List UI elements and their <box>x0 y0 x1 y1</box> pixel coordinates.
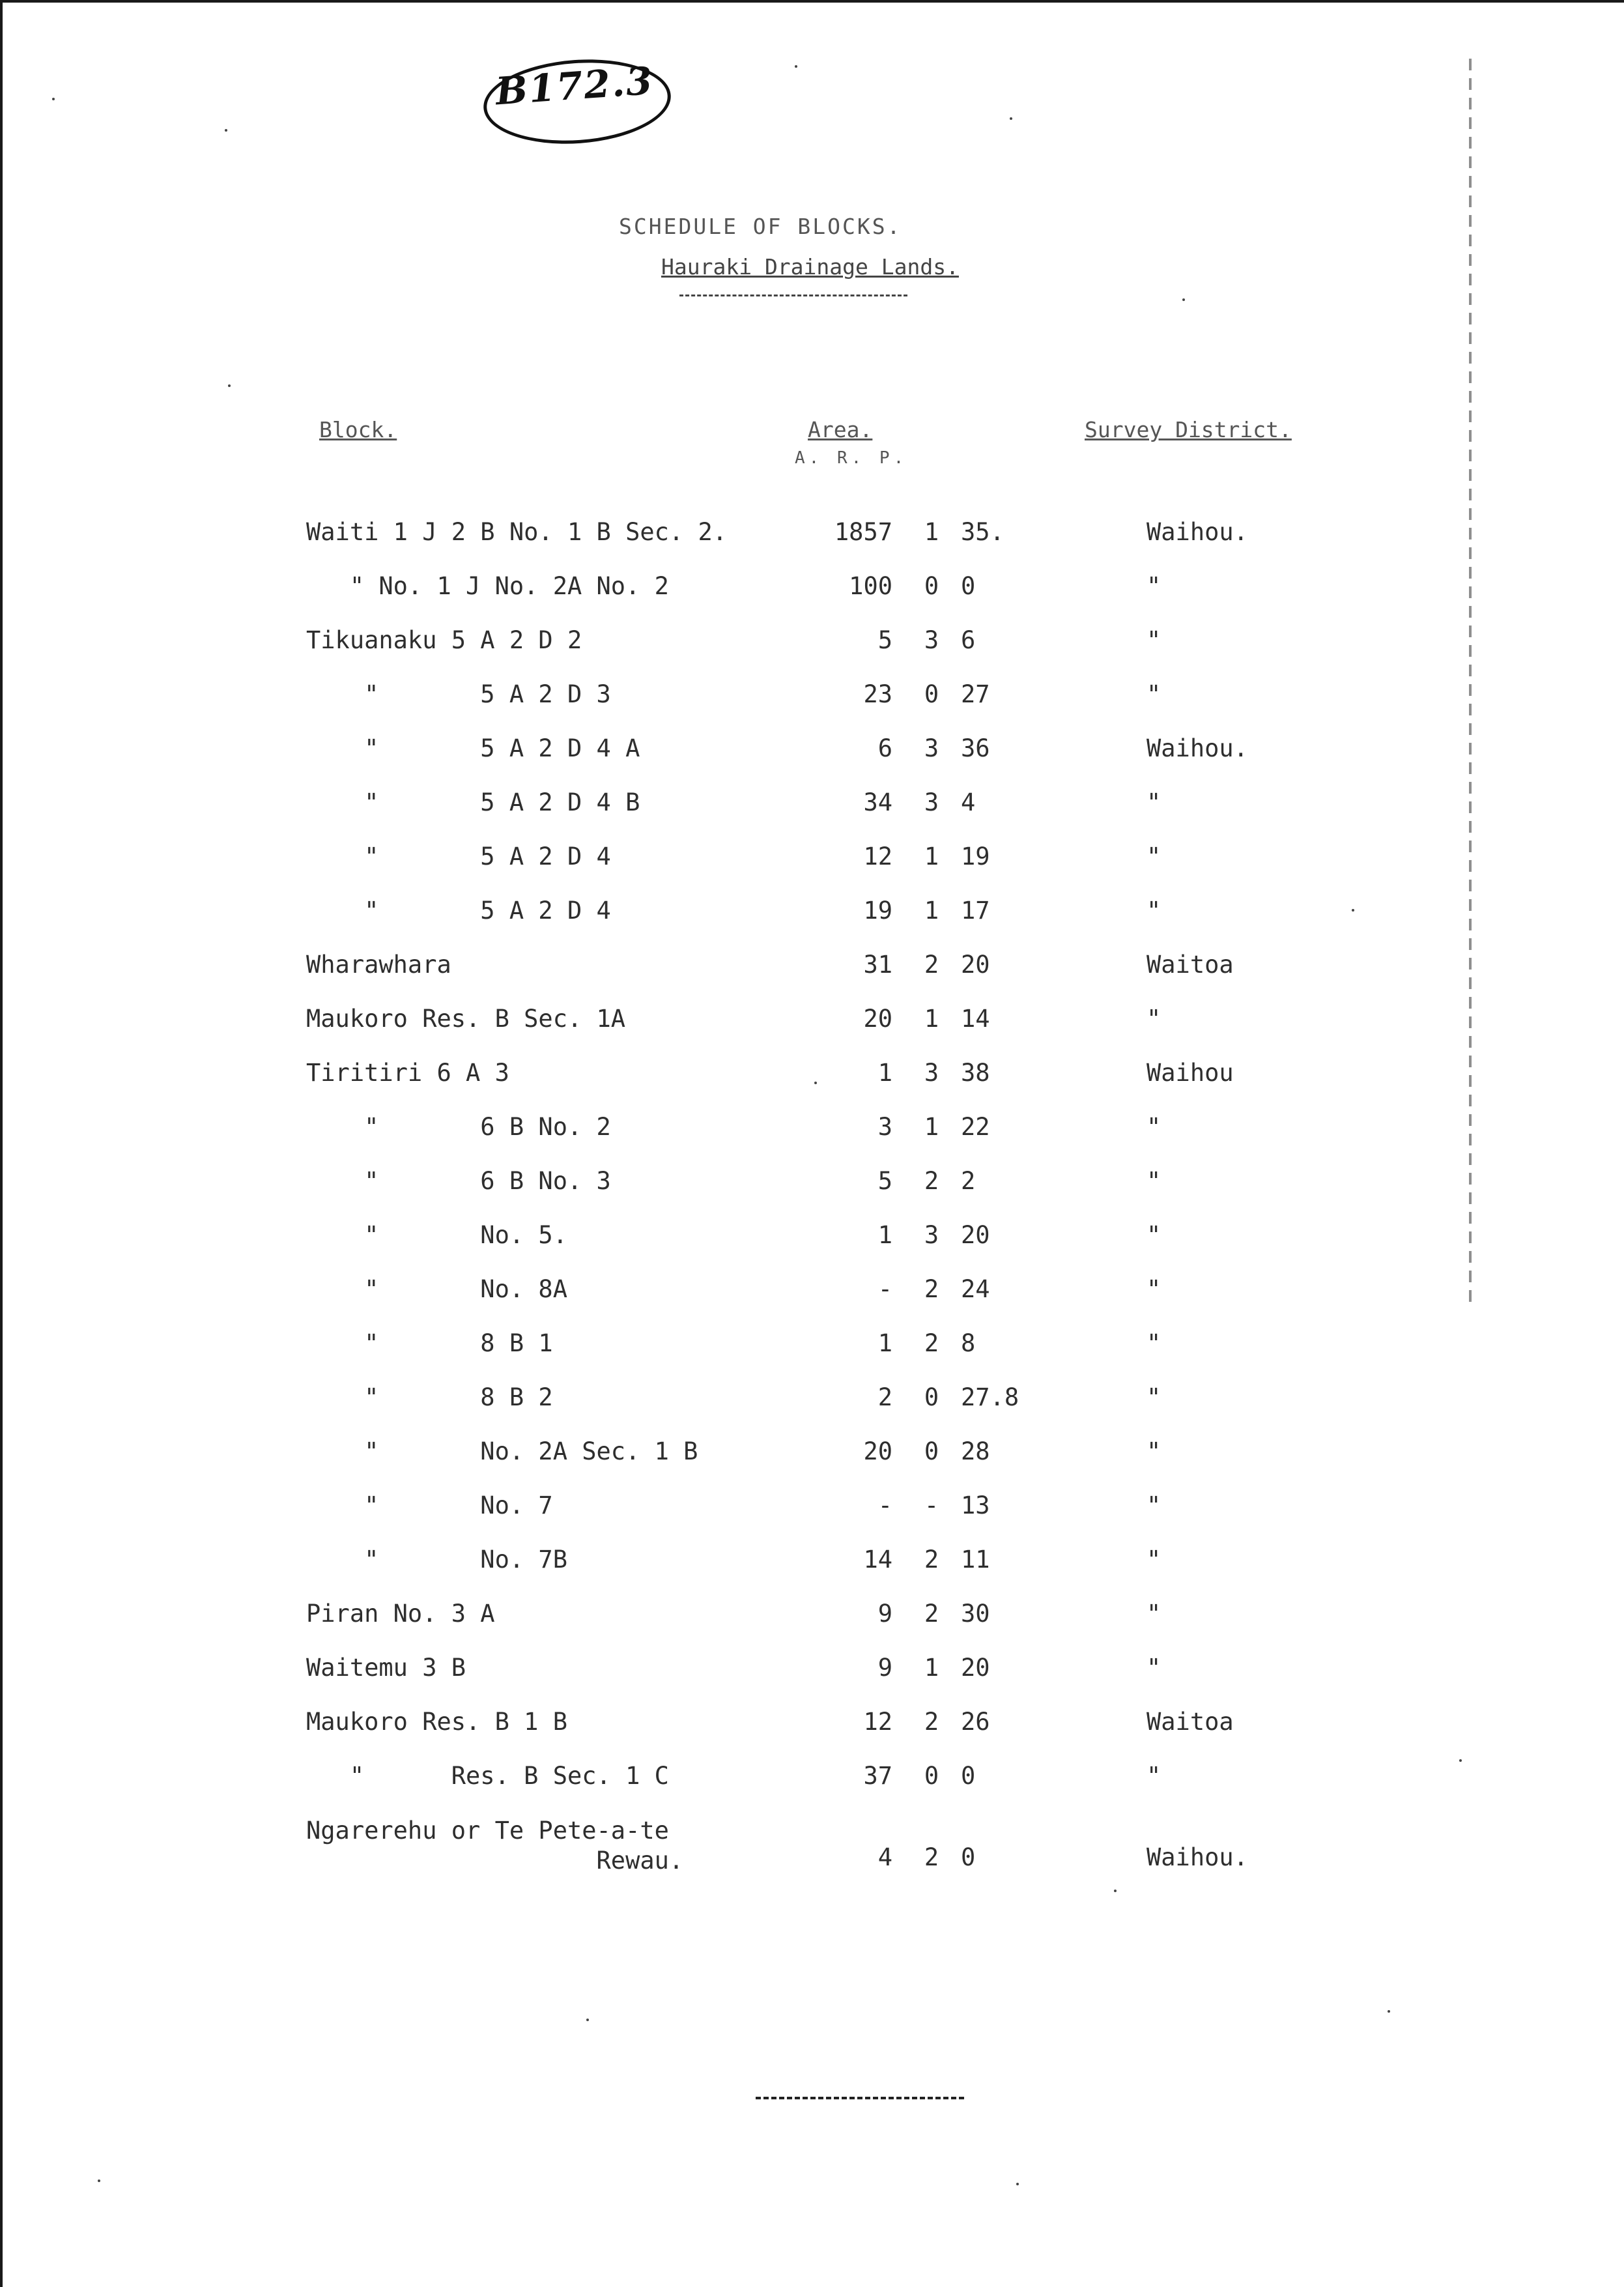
survey-district: " <box>1147 788 1161 816</box>
area-perches: 6 <box>961 626 976 654</box>
area-roods: 2 <box>924 951 939 979</box>
area-acres: 5 <box>877 626 892 654</box>
area-roods: 2 <box>924 1329 939 1357</box>
area-acres: 14 <box>863 1546 892 1574</box>
block-name: " No. 1 J No. 2A No. 2 <box>306 572 669 600</box>
area-acres: 100 <box>849 572 892 600</box>
area-roods: - <box>924 1491 939 1519</box>
block-name: Ngarerehu or Te Pete-a-te Rewau. <box>306 1817 684 1875</box>
document-subheading: Hauraki Drainage Lands. <box>661 254 959 280</box>
scan-speck <box>814 1082 817 1084</box>
block-name: " 5 A 2 D 4 B <box>306 788 640 816</box>
schedule-table <box>0 518 1624 1897</box>
block-name: " 5 A 2 D 4 <box>306 842 611 870</box>
table-row <box>0 1059 1624 1113</box>
area-acres: 2 <box>877 1383 892 1411</box>
area-roods: 0 <box>924 1383 939 1411</box>
area-roods: 2 <box>924 1546 939 1574</box>
area-perches: 27.8 <box>961 1383 1019 1411</box>
table-row <box>0 626 1624 680</box>
area-acres: 6 <box>877 734 892 762</box>
column-header-area: Area. <box>808 417 873 442</box>
block-name: Wharawhara <box>306 951 451 979</box>
area-roods: 0 <box>924 1437 939 1465</box>
block-name: " No. 7B <box>306 1546 567 1574</box>
survey-district: " <box>1147 1491 1161 1519</box>
area-perches: 19 <box>961 842 990 870</box>
table-row <box>0 572 1624 626</box>
survey-district: Waitoa <box>1147 1708 1234 1736</box>
scan-speck <box>1459 1759 1462 1762</box>
scan-speck <box>1352 909 1354 912</box>
survey-district: Waihou. <box>1147 518 1248 546</box>
survey-district: " <box>1147 1762 1161 1790</box>
table-row <box>0 788 1624 842</box>
table-row <box>0 1383 1624 1437</box>
area-acres: 4 <box>877 1843 892 1871</box>
column-header-survey-district: Survey District. <box>1085 417 1292 442</box>
area-roods: 0 <box>924 572 939 600</box>
table-row <box>0 1221 1624 1275</box>
area-roods: 3 <box>924 788 939 816</box>
area-roods: 2 <box>924 1708 939 1736</box>
survey-district: " <box>1147 842 1161 870</box>
page-top-edge <box>0 0 1624 3</box>
subheading-underline-rule <box>679 295 907 296</box>
reference-stamp-label: B172.3 <box>494 58 655 114</box>
area-perches: 4 <box>961 788 976 816</box>
area-acres: 20 <box>863 1005 892 1033</box>
area-acres: 1 <box>877 1221 892 1249</box>
area-roods: 1 <box>924 1654 939 1682</box>
block-name: Maukoro Res. B Sec. 1A <box>306 1005 626 1033</box>
area-acres: 9 <box>877 1654 892 1682</box>
survey-district: " <box>1147 1275 1161 1303</box>
block-name: " 5 A 2 D 4 <box>306 897 611 925</box>
table-row <box>0 951 1624 1005</box>
area-perches: 24 <box>961 1275 990 1303</box>
table-row <box>0 1167 1624 1221</box>
area-perches: 20 <box>961 951 990 979</box>
survey-district: " <box>1147 1383 1161 1411</box>
area-acres: 20 <box>863 1437 892 1465</box>
scan-speck <box>1114 1890 1117 1892</box>
table-row <box>0 734 1624 788</box>
block-name: Tikuanaku 5 A 2 D 2 <box>306 626 582 654</box>
block-name: Tiritiri 6 A 3 <box>306 1059 509 1087</box>
block-name: " 6 B No. 2 <box>306 1113 611 1141</box>
table-row <box>0 897 1624 951</box>
area-acres: 19 <box>863 897 892 925</box>
table-row <box>0 1816 1624 1897</box>
area-acres: 12 <box>863 1708 892 1736</box>
area-perches: 2 <box>961 1167 976 1195</box>
survey-district: Waitoa <box>1147 951 1234 979</box>
survey-district: " <box>1147 572 1161 600</box>
scan-speck <box>1016 2183 1019 2185</box>
area-perches: 13 <box>961 1491 990 1519</box>
scan-speck <box>52 98 55 100</box>
block-name: " 6 B No. 3 <box>306 1167 611 1195</box>
table-row <box>0 1005 1624 1059</box>
survey-district: " <box>1147 1600 1161 1628</box>
area-roods: 2 <box>924 1600 939 1628</box>
block-name: " No. 2A Sec. 1 B <box>306 1437 698 1465</box>
survey-district: " <box>1147 1113 1161 1141</box>
table-row <box>0 1762 1624 1816</box>
area-acres: 1857 <box>834 518 892 546</box>
block-name: Maukoro Res. B 1 B <box>306 1708 567 1736</box>
scan-speck <box>1010 117 1012 120</box>
document-heading: SCHEDULE OF BLOCKS. <box>619 214 902 239</box>
block-name: " 5 A 2 D 3 <box>306 680 611 708</box>
block-name: " No. 5. <box>306 1221 567 1249</box>
area-acres: 34 <box>863 788 892 816</box>
area-roods: 1 <box>924 1113 939 1141</box>
table-row <box>0 842 1624 897</box>
table-row <box>0 1113 1624 1167</box>
table-row <box>0 1708 1624 1762</box>
area-roods: 1 <box>924 518 939 546</box>
survey-district: " <box>1147 1437 1161 1465</box>
survey-district: Waihou <box>1147 1059 1234 1087</box>
area-perches: 14 <box>961 1005 990 1033</box>
area-acres: 12 <box>863 842 892 870</box>
area-perches: 36 <box>961 734 990 762</box>
table-row <box>0 680 1624 734</box>
area-perches: 11 <box>961 1546 990 1574</box>
survey-district: " <box>1147 680 1161 708</box>
block-name: Waitemu 3 B <box>306 1654 466 1682</box>
scan-speck <box>228 384 231 387</box>
block-name: " 8 B 1 <box>306 1329 553 1357</box>
block-name: Waiti 1 J 2 B No. 1 B Sec. 2. <box>306 518 728 546</box>
area-perches: 17 <box>961 897 990 925</box>
area-roods: 3 <box>924 734 939 762</box>
area-perches: 30 <box>961 1600 990 1628</box>
area-acres: 3 <box>877 1113 892 1141</box>
block-name: Piran No. 3 A <box>306 1600 495 1628</box>
survey-district: " <box>1147 1167 1161 1195</box>
area-acres: 5 <box>877 1167 892 1195</box>
area-perches: 22 <box>961 1113 990 1141</box>
area-perches: 38 <box>961 1059 990 1087</box>
area-perches: 20 <box>961 1654 990 1682</box>
column-header-block: Block. <box>319 417 397 442</box>
survey-district: " <box>1147 1654 1161 1682</box>
block-name: " No. 7 <box>306 1491 553 1519</box>
table-row <box>0 1491 1624 1546</box>
area-roods: 0 <box>924 1762 939 1790</box>
survey-district: " <box>1147 1221 1161 1249</box>
end-of-schedule-rule <box>756 2097 964 2099</box>
block-name: " Res. B Sec. 1 C <box>306 1762 669 1790</box>
area-roods: 2 <box>924 1167 939 1195</box>
area-acres: - <box>877 1491 892 1519</box>
table-row <box>0 1437 1624 1491</box>
table-row <box>0 1329 1624 1383</box>
survey-district: " <box>1147 626 1161 654</box>
area-perches: 0 <box>961 572 976 600</box>
area-perches: 8 <box>961 1329 976 1357</box>
scan-speck <box>1388 2010 1390 2013</box>
scan-speck <box>98 2179 100 2182</box>
area-perches: 28 <box>961 1437 990 1465</box>
survey-district: " <box>1147 1005 1161 1033</box>
area-roods: 3 <box>924 1221 939 1249</box>
area-perches: 20 <box>961 1221 990 1249</box>
area-perches: 0 <box>961 1762 976 1790</box>
area-roods: 2 <box>924 1275 939 1303</box>
block-name: " 8 B 2 <box>306 1383 553 1411</box>
area-acres: 1 <box>877 1329 892 1357</box>
table-row <box>0 1546 1624 1600</box>
area-roods: 1 <box>924 1005 939 1033</box>
area-acres: 23 <box>863 680 892 708</box>
table-row <box>0 1600 1624 1654</box>
survey-district: " <box>1147 897 1161 925</box>
table-row <box>0 1654 1624 1708</box>
survey-district: " <box>1147 1546 1161 1574</box>
survey-district: Waihou. <box>1147 734 1248 762</box>
area-perches: 0 <box>961 1843 976 1871</box>
area-acres: 9 <box>877 1600 892 1628</box>
area-acres: - <box>877 1275 892 1303</box>
table-row <box>0 518 1624 572</box>
scan-speck <box>795 65 797 68</box>
area-roods: 3 <box>924 1059 939 1087</box>
area-roods: 1 <box>924 842 939 870</box>
area-roods: 3 <box>924 626 939 654</box>
scan-speck <box>1182 298 1185 301</box>
area-perches: 27 <box>961 680 990 708</box>
scan-speck <box>586 2019 589 2021</box>
survey-district: " <box>1147 1329 1161 1357</box>
block-name: " 5 A 2 D 4 A <box>306 734 640 762</box>
survey-district: Waihou. <box>1147 1843 1248 1871</box>
area-perches: 35. <box>961 518 1004 546</box>
area-acres: 31 <box>863 951 892 979</box>
area-roods: 1 <box>924 897 939 925</box>
area-acres: 1 <box>877 1059 892 1087</box>
area-roods: 2 <box>924 1843 939 1871</box>
area-acres: 37 <box>863 1762 892 1790</box>
scan-speck <box>225 129 227 132</box>
table-row <box>0 1275 1624 1329</box>
block-name: " No. 8A <box>306 1275 567 1303</box>
column-header-area-units: A. R. P. <box>795 448 908 468</box>
area-perches: 26 <box>961 1708 990 1736</box>
area-roods: 0 <box>924 680 939 708</box>
